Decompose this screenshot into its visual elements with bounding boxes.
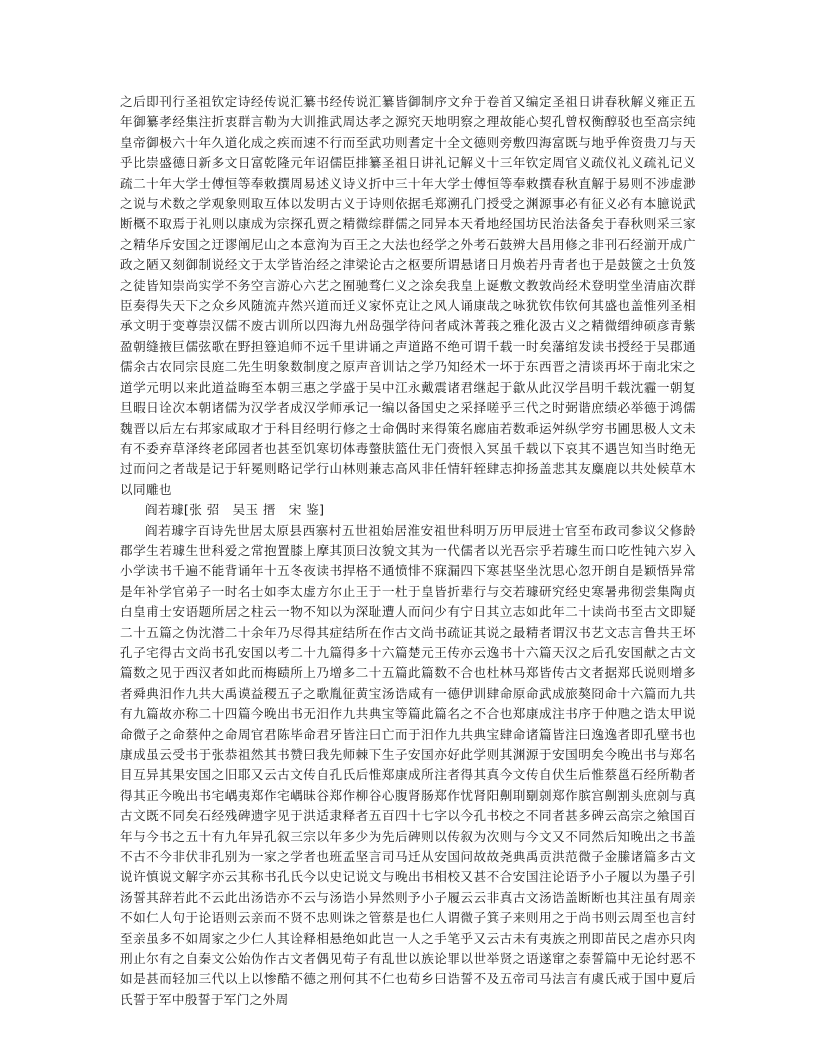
document-page	[120, 92, 696, 1010]
preface-paragraph: 之后即刊行圣祖钦定诗经传说汇纂书经传说汇纂皆御制序文弁于卷首又编定圣祖日讲春秋解义雍正五年御纂孝经集注折衷群言勒为大训推武周达孝之源究天地明察之理故能心契孔曾权衡醇驳也至高宗纯皇帝御极六十年久道化成之疾而速不行而至武功则耆定十全文德则旁敷四海富既与地乎侔资贵刀与天乎比崇盛德日新多文日富乾隆元年诏儒臣排纂圣祖日讲礼记解义十三年钦定周官义疏仪礼义疏礼记义疏二十年大学士傅恒等奉敕撰周易述义诗义折中三十年大学士傅恒等奉敕撰春秋直解于易则不涉虚渺之说与术数之学观象则取互体以发明古义于诗则依据毛郑溯孔门授受之渊源事必有征义必有本臆说武断概不取焉于礼则以康成为宗探孔贾之精微综群儒之同异本天肴地经国坊民治法备矣于春秋则采三家之精华斥安国之迂谬阐尼山之本意洵为百王之大法也经学之外考石鼓辨大昌用修之非刊石经湔开成广政之陋又刻御制说经文于太学皆治经之津梁论古之枢要所谓悬诸日月焕若丹青者也于是鼓篋之士负笈之徒皆知崇尚实学不务空言游心六艺之囿驰骛仁义之涂矣我皇上诞敷文教敦尚经术登明堂坐清庙次群臣奏得失天下之众乡风随流卉然兴道而迁义家怀克让之风人诵康哉之咏犹钦伟钦何其盛也盖惟列圣相承文明于变尊崇汉儒不废古训所以四海九州岛强学待问者咸沐菁莪之雅化汲古义之精微缙绅硕彦青紫盈朝缝掖巨儒弦歌在野担簦追师不远千里讲诵之声道路不绝可谓千载一时矣藩绾发读书授经于吴郡通儒余古农同宗艮庭二先生明象数制度之原声音训诂之学乃知经术一坏于东西晋之清谈再坏于南北宋之道学元明以来此道益晦至本朝三惠之学盛于吴中江永戴震诸君继起于歙从此汉学昌明千载沈霾一朝复旦暇日诠次本朝诸儒为汉学者成汉学师承记一编以备国史之采择嗟乎三代之时弼谐庶绩必举德于鸿儒魏晋以后左右邦家咸取才于科目经明行修之士命偶时来得策名廊庙若数乖运舛纵学穷书圃思极人文未有不委弃草泽终老邱园者也甚至饥寒切体毒螫肤篮仕无门赍恨入冥虽千载以下哀其不遇岂知当时绝无过而问之者哉是记于轩冕则略记学行山林则兼志高风非任情轩轾肆志抑扬盖悲其友麋鹿以共处候草木以同雕也	[120, 94, 696, 497]
biography-paragraph: 阎若璩字百诗先世居太原县西寨村五世祖始居淮安祖世科明万历甲辰进士官至布政司参议父修龄郡学生若璩生世科爱之常抱置膝上摩其顶曰汝貌文其为一代儒者以光吾宗乎若璩生而口吃性钝六岁入小学读书千遍不能背诵年十五冬夜读书捍格不通愤悱不寐漏四下寒甚坚坐沈思心忽开朗自是颖悟异常是年补学官弟子一时名士如李太虚方尔止王于一杜于皇皆折辈行与交若璩研究经史寒暑弗彻尝集陶贞白皇甫士安语题所居之柱云一物不知以为深耻遭人而问少有宁日其立志如此年二十读尚书至古文即疑二十五篇之伪沈潜二十余年乃尽得其症结所在作古文尚书疏证其说之最精者谓汉书艺文志言鲁共王坏孔子宅得古文尚书孔安国以考二十九篇得多十六篇楚元王传亦云逸书十六篇天汉之后孔安国献之古文篇数之见于西汉者如此而梅赜所上乃增多二十五篇此篇数不合也杜林马郑皆传古文者据郑氏说则增多者舜典汨作九共大禹谟益稷五子之歌胤征黄宝汤诰咸有一德伊训肆命原命武成旅獒冏命十六篇而九共有九篇故亦称二十四篇今晚出书无汨作九共典宝等篇此篇名之不合也郑康成注书序于仲虺之诰太甲说命微子之命蔡仲之命周官君陈毕命君牙皆注曰亡而于汨作九共典宝肆命诸篇皆注曰逸逸者即孔壁书也康成虽云受书于张恭祖然其书赞曰我先师棘下生子安国亦好此学则其渊源于安国明矣今晚出书与郑名目互异其果安国之旧耶又云古文传自孔氏后惟郑康成所注者得其真今文传自伏生后惟蔡邕石经所勒者得其正今晚出书宅嵎夷郑作宅嵎昧谷郑作柳谷心腹肾肠郑作忧肾阳劓刵劅剠郑作膑宫劓割头庶剠与真古文既不同矣石经残碑遗字见于洪适隶释者五百四十七字以今孔书校之不同者甚多碑云高宗之飨国百年与今书之五十有九年异孔叙三宗以年多少为先后碑则以传叙为次则与今文又不同然后知晚出之书盖不古不今非伏非孔别为一家之学者也班孟坚言司马迁从安国问故故尧典禹贡洪范微子金縢诸篇多古文说许慎说文解字亦云其称书孔氏今以史记说文与晚出书相校又甚不合安国注论语予小子履以为墨子引汤誓其辞若此不云此出汤诰亦不云与汤诰小异然则予小子履云云非真古文汤诰盖断断也其注虽有周亲不如仁人句于论语则云亲而不贤不忠则诛之管蔡是也仁人谓微子箕子来则用之于尚书则云周至也言纣至亲虽多不如周家之少仁人其诠释相悬绝如此岂一人之手笔乎又云古未有夷族之刑即苗民之虐亦只肉刑止尔有之自秦文公始伪作古文者偶见荀子有乱世以族论罪以世举贤之语遂窜之泰誓篇中无论纣恶不如是甚而轻加三代以上以惨酷不德之刑何其不仁也荀乡曰诰誓不及五帝司马法言有虞氏戒于国中夏后氏誓于军中殷誓于军门之外周	[120, 522, 696, 1007]
section-heading: 阎若璩[张 弨 吴玉 搢 宋 鉴]	[145, 502, 325, 518]
